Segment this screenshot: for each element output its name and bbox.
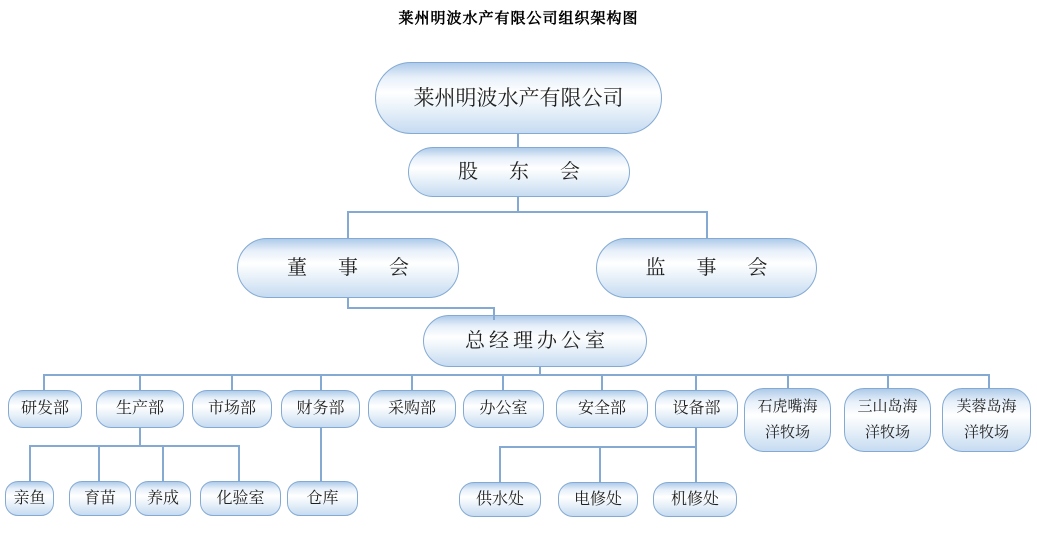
connector-line [493, 307, 495, 320]
ranch-label-line1: 三山岛海 [857, 398, 918, 415]
node-company [375, 62, 662, 134]
node-unit-warehouse [287, 481, 358, 516]
connector-line [502, 374, 504, 391]
node-dept-marketing [192, 390, 272, 428]
node-unit-seedling [69, 481, 131, 516]
ranch-label-line2: 洋牧场 [963, 425, 1009, 441]
connector-line [347, 211, 349, 238]
connector-line [43, 374, 45, 391]
node-unit-machine-repair [653, 482, 737, 517]
connector-line [320, 374, 322, 391]
node-dept-rd [8, 390, 82, 428]
node-ranch-furongdao [942, 388, 1031, 452]
connector-line [706, 211, 708, 238]
connector-line [695, 428, 697, 448]
unit-label: 供水处 [475, 490, 524, 508]
chart-title: 莱州明波水产有限公司组织架构图 [398, 10, 639, 27]
dept-label: 采购部 [387, 400, 436, 417]
node-gm-office [423, 315, 647, 367]
connector-line [601, 374, 603, 391]
unit-label: 电修处 [573, 490, 622, 508]
node-dept-equipment [655, 390, 738, 428]
connector-line [29, 445, 239, 447]
node-dept-purchasing [368, 390, 456, 428]
node-dept-safety [556, 390, 648, 428]
connector-line [695, 374, 697, 391]
connector-line [988, 374, 990, 389]
node-unit-electrical-repair [558, 482, 638, 517]
node-unit-water-supply [459, 482, 541, 517]
connector-line [787, 374, 789, 389]
connector-line [98, 445, 100, 482]
connector-line [517, 134, 519, 147]
node-ranch-shihuzui [744, 388, 831, 452]
ranch-label-line1: 石虎嘴海 [757, 398, 818, 415]
connector-line [695, 446, 697, 483]
dept-label: 生产部 [115, 400, 164, 417]
connector-line [231, 374, 233, 391]
connector-line [162, 445, 164, 482]
connector-line [599, 446, 601, 483]
node-unit-laboratory [200, 481, 281, 516]
node-supervisory-label: 监 事 会 [645, 256, 781, 279]
unit-label: 仓库 [306, 489, 339, 507]
connector-line [411, 374, 413, 391]
unit-label: 养成 [146, 489, 179, 507]
node-company-label: 莱州明波水产有限公司 [413, 85, 624, 110]
node-supervisory [596, 238, 817, 298]
node-dept-production [96, 390, 184, 428]
connector-line [347, 211, 708, 213]
node-board-label: 董 事 会 [287, 256, 422, 279]
node-shareholders-label: 股 东 会 [458, 160, 593, 183]
connector-line [347, 307, 495, 309]
connector-line [29, 445, 31, 482]
unit-label: 育苗 [83, 489, 116, 507]
connector-line [238, 445, 240, 482]
connector-line [320, 428, 322, 482]
dept-label: 财务部 [296, 400, 345, 417]
node-shareholders [408, 147, 630, 197]
node-dept-office [463, 390, 544, 428]
unit-label: 机修处 [670, 490, 719, 508]
dept-label: 设备部 [672, 400, 721, 417]
unit-label: 亲鱼 [13, 489, 46, 507]
connector-line [139, 374, 141, 391]
unit-label: 化验室 [216, 489, 265, 507]
ranch-label-line2: 洋牧场 [764, 425, 810, 441]
dept-label: 办公室 [479, 400, 528, 417]
connector-line [887, 374, 889, 389]
dept-label: 安全部 [577, 400, 626, 417]
ranch-label-line1: 芙蓉岛海 [956, 398, 1017, 415]
dept-label: 研发部 [20, 400, 69, 417]
node-unit-broodstock [5, 481, 54, 516]
dept-label: 市场部 [207, 400, 256, 417]
node-ranch-sanshandao [844, 388, 931, 452]
node-unit-growout [135, 481, 191, 516]
ranch-label-line2: 洋牧场 [864, 425, 910, 441]
connector-line [499, 446, 697, 448]
node-dept-finance [281, 390, 360, 428]
node-board [237, 238, 459, 298]
node-gm-office-label: 总经理办公室 [465, 329, 609, 352]
connector-line [43, 374, 990, 376]
connector-line [499, 446, 501, 483]
